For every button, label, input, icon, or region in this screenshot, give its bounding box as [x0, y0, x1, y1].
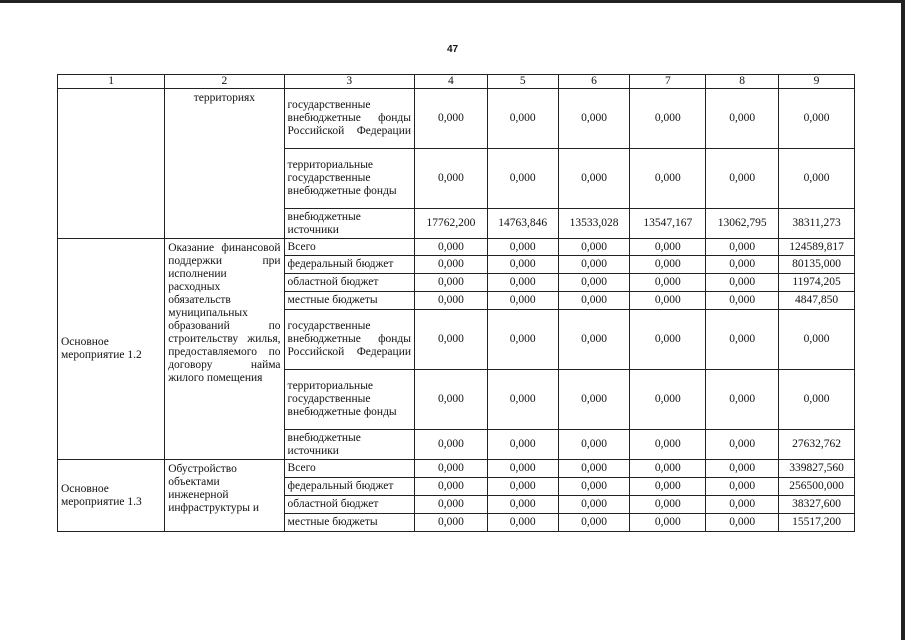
value-cell: 13547,167 — [630, 209, 706, 239]
value-cell: 339827,560 — [779, 460, 855, 478]
value-cell: 80135,000 — [779, 256, 855, 274]
value-cell: 0,000 — [558, 370, 630, 430]
value-cell: 0,000 — [558, 478, 630, 496]
value-cell: 0,000 — [630, 514, 706, 532]
value-cell: 0,000 — [630, 292, 706, 310]
header-cell: 3 — [284, 75, 414, 89]
value-cell: 0,000 — [630, 256, 706, 274]
header-cell: 1 — [58, 75, 165, 89]
value-cell: 0,000 — [706, 460, 779, 478]
table-row — [58, 89, 855, 149]
value-cell: 0,000 — [415, 430, 488, 460]
value-cell: 0,000 — [415, 496, 488, 514]
value-cell: 0,000 — [630, 478, 706, 496]
value-cell: 0,000 — [630, 274, 706, 292]
value-cell: 0,000 — [415, 478, 488, 496]
value-cell: 0,000 — [558, 292, 630, 310]
value-cell: 0,000 — [487, 478, 558, 496]
funding-source: территориальные государственные внебюджетные фонды — [284, 149, 414, 209]
value-cell: 0,000 — [558, 89, 630, 149]
funding-source: территориальные государственные внебюджетные фонды — [284, 370, 414, 430]
value-cell: 0,000 — [415, 239, 488, 256]
value-cell: 0,000 — [558, 460, 630, 478]
value-cell: 0,000 — [630, 496, 706, 514]
header-cell: 4 — [415, 75, 488, 89]
value-cell: 0,000 — [415, 370, 488, 430]
value-cell: 256500,000 — [779, 478, 855, 496]
header-cell: 7 — [630, 75, 706, 89]
value-cell: 0,000 — [630, 149, 706, 209]
value-cell: 0,000 — [487, 89, 558, 149]
value-cell: 0,000 — [558, 239, 630, 256]
budget-table — [57, 74, 855, 532]
value-cell: 27632,762 — [779, 430, 855, 460]
header-cell: 5 — [487, 75, 558, 89]
table-row — [58, 460, 855, 478]
value-cell: 0,000 — [706, 370, 779, 430]
value-cell: 0,000 — [558, 274, 630, 292]
value-cell: 0,000 — [706, 514, 779, 532]
value-cell: 38327,600 — [779, 496, 855, 514]
value-cell: 0,000 — [558, 149, 630, 209]
funding-source: внебюджетные источники — [284, 209, 414, 239]
value-cell: 13062,795 — [706, 209, 779, 239]
value-cell: 0,000 — [630, 460, 706, 478]
funding-source: областной бюджет — [284, 274, 414, 292]
description-cell: Обустройство объектами инженерной инфраструктуры и — [165, 460, 284, 532]
value-cell: 0,000 — [487, 460, 558, 478]
value-cell: 0,000 — [706, 292, 779, 310]
funding-source: Всего — [284, 239, 414, 256]
funding-source: государственные внебюджетные фонды Российской Федерации — [284, 310, 414, 370]
value-cell: 4847,850 — [779, 292, 855, 310]
value-cell: 0,000 — [706, 256, 779, 274]
header-cell: 8 — [706, 75, 779, 89]
measure-cell — [58, 89, 165, 239]
value-cell: 38311,273 — [779, 209, 855, 239]
funding-source: местные бюджеты — [284, 514, 414, 532]
value-cell: 0,000 — [779, 89, 855, 149]
scan-edge-top — [0, 0, 905, 3]
value-cell: 0,000 — [487, 514, 558, 532]
value-cell: 0,000 — [487, 310, 558, 370]
value-cell: 0,000 — [487, 149, 558, 209]
value-cell: 11974,205 — [779, 274, 855, 292]
value-cell: 14763,846 — [487, 209, 558, 239]
table-row — [58, 239, 855, 256]
value-cell: 0,000 — [706, 496, 779, 514]
funding-source: Всего — [284, 460, 414, 478]
funding-source: федеральный бюджет — [284, 256, 414, 274]
funding-source: местные бюджеты — [284, 292, 414, 310]
description-cell: территориях — [165, 89, 284, 239]
value-cell: 0,000 — [706, 149, 779, 209]
value-cell: 0,000 — [706, 89, 779, 149]
value-cell: 0,000 — [415, 310, 488, 370]
measure-cell: Основное мероприятие 1.3 — [58, 460, 165, 532]
value-cell: 0,000 — [415, 256, 488, 274]
measure-cell: Основное мероприятие 1.2 — [58, 239, 165, 460]
value-cell: 17762,200 — [415, 209, 488, 239]
value-cell: 0,000 — [779, 370, 855, 430]
header-row — [58, 75, 855, 89]
value-cell: 0,000 — [487, 256, 558, 274]
value-cell: 0,000 — [415, 514, 488, 532]
value-cell: 0,000 — [487, 370, 558, 430]
value-cell: 0,000 — [630, 430, 706, 460]
value-cell: 0,000 — [558, 256, 630, 274]
funding-source: областной бюджет — [284, 496, 414, 514]
value-cell: 0,000 — [630, 310, 706, 370]
value-cell: 0,000 — [630, 370, 706, 430]
header-cell: 9 — [779, 75, 855, 89]
funding-source: внебюджетные источники — [284, 430, 414, 460]
value-cell: 0,000 — [706, 430, 779, 460]
value-cell: 0,000 — [415, 274, 488, 292]
value-cell: 0,000 — [487, 430, 558, 460]
funding-source: федеральный бюджет — [284, 478, 414, 496]
value-cell: 0,000 — [706, 274, 779, 292]
value-cell: 0,000 — [487, 496, 558, 514]
value-cell: 0,000 — [706, 310, 779, 370]
header-cell: 6 — [558, 75, 630, 89]
value-cell: 0,000 — [415, 89, 488, 149]
value-cell: 0,000 — [415, 292, 488, 310]
value-cell: 0,000 — [487, 274, 558, 292]
value-cell: 0,000 — [415, 460, 488, 478]
scan-edge-right — [901, 0, 905, 640]
value-cell: 0,000 — [630, 89, 706, 149]
value-cell: 0,000 — [558, 430, 630, 460]
funding-source: государственные внебюджетные фонды Российской Федерации — [284, 89, 414, 149]
value-cell: 13533,028 — [558, 209, 630, 239]
value-cell: 0,000 — [487, 292, 558, 310]
value-cell: 0,000 — [706, 478, 779, 496]
value-cell: 15517,200 — [779, 514, 855, 532]
value-cell: 0,000 — [706, 239, 779, 256]
header-cell: 2 — [165, 75, 284, 89]
value-cell: 0,000 — [779, 149, 855, 209]
value-cell: 0,000 — [779, 310, 855, 370]
value-cell: 0,000 — [558, 514, 630, 532]
value-cell: 0,000 — [415, 149, 488, 209]
value-cell: 0,000 — [630, 239, 706, 256]
description-cell: Оказание финансовой поддержки при исполнении расходных обязательств муниципальных образований по строительству жилья, предоставляемого по договору найма жилого помещения — [165, 239, 284, 460]
value-cell: 0,000 — [487, 239, 558, 256]
value-cell: 0,000 — [558, 496, 630, 514]
page-number: 47 — [446, 44, 459, 55]
value-cell: 0,000 — [558, 310, 630, 370]
value-cell: 124589,817 — [779, 239, 855, 256]
